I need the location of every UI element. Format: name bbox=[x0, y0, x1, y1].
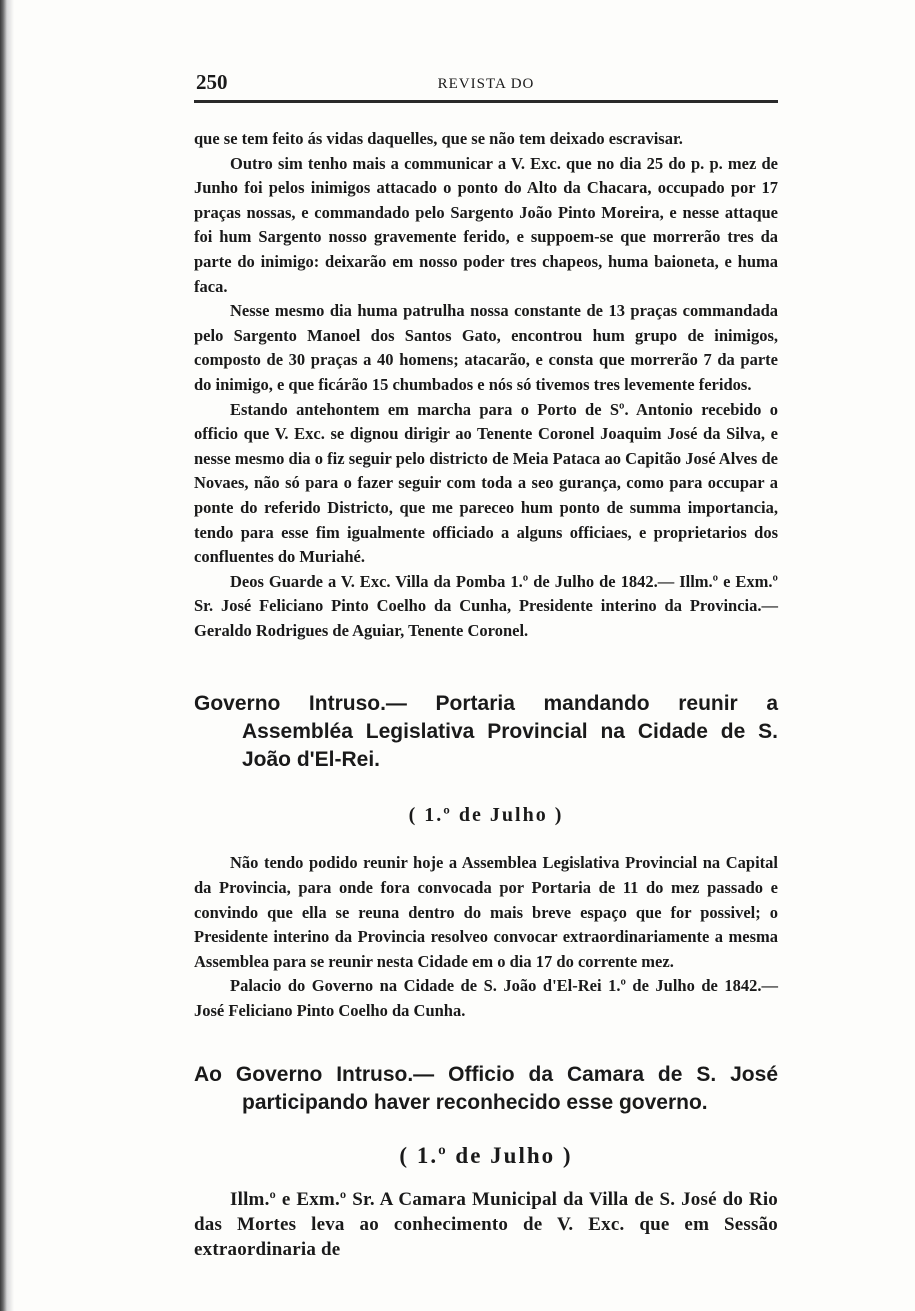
running-head bbox=[194, 62, 778, 103]
page-number: 250 bbox=[196, 70, 228, 94]
section-date: ( 1.º de Julho ) bbox=[399, 1142, 573, 1168]
scan-edge bbox=[0, 0, 14, 1311]
body-paragraph: Nesse mesmo dia huma patrulha nossa constante de 13 praças commandada pelo Sargento Manoel dos Santos Gato, encontrou hum grupo de inimigos, composto de 30 praças a 40 homens; atacarão, e consta que morrerão 7 da parte do inimigo, e que ficárão 15 chumbados e nós só tivemos tres levemente feridos. bbox=[194, 301, 778, 394]
body-paragraph: Palacio do Governo na Cidade de S. João d'El-Rei 1.º de Julho de 1842.— José Feliciano Pinto Coelho da Cunha. bbox=[194, 976, 778, 1021]
section-heading: Ao Governo Intruso.— Officio da Camara de S. José participando haver reconhecido esse governo. bbox=[194, 1062, 778, 1114]
section-heading: Governo Intruso.— Portaria mandando reunir a Assembléa Legislativa Provincial na Cidade de S. João d'El-Rei. bbox=[194, 692, 778, 772]
body-paragraph: Illm.º e Exm.º Sr. A Camara Municipal da Villa de S. José do Rio das Mortes leva ao conhecimento de V. Exc. que em Sessão extraordinaria de bbox=[194, 1188, 778, 1260]
body-paragraph: Não tendo podido reunir hoje a Assemblea Legislativa Provincial na Capital da Provincia, para onde fora convocada por Portaria de 11 do mez passado e convindo que ella se reuna dentro do mais breve espaço que for possivel; o Presidente interino da Provincia resolveo convocar extraordinariamente a mesma Assemblea para se reunir nesta Cidade em o dia 17 do corrente mez. bbox=[194, 853, 778, 971]
body-paragraph: Outro sim tenho mais a communicar a V. Exc. que no dia 25 do p. p. mez de Junho foi pelos inimigos attacado o ponto do Alto da Chacara, occupado por 17 praças nossas, e commandado pelo Sargento João Pinto Moreira, e nesse attaque foi hum Sargento nosso gravemente ferido, e suppoem-se que morrerão tres da parte do inimigo: deixarão em nosso poder tres chapeos, huma baioneta, e huma faca. bbox=[194, 153, 778, 296]
section-date: ( 1.º de Julho ) bbox=[408, 804, 564, 827]
body-paragraph: que se tem feito ás vidas daquelles, que se não tem deixado escravisar. bbox=[194, 129, 683, 148]
book-page bbox=[194, 62, 778, 1262]
journal-title: REVISTA DO bbox=[437, 76, 535, 92]
body-paragraph: Estando antehontem em marcha para o Porto de Sº. Antonio recebido o officio que V. Exc. se dignou dirigir ao Tenente Coronel Joaquim José da Silva, e nesse mesmo dia o fiz seguir pelo districto de Meia Pataca ao Capitão José Alves de Novaes, não só para o fazer seguir com toda a seo gurança, como para occupar a ponte do referido Districto, que me pareceo hum ponto de summa importancia, tendo para esse fim igualmente officiado a alguns officiaes, e proprietarios dos confluentes do Muriahé. bbox=[194, 399, 778, 567]
body-paragraph: Deos Guarde a V. Exc. Villa da Pomba 1.º de Julho de 1842.— Illm.º e Exm.º Sr. José Feliciano Pinto Coelho da Cunha, Presidente interino da Provincia.— Geraldo Rodrigues de Aguiar, Tenente Coronel. bbox=[194, 571, 778, 640]
